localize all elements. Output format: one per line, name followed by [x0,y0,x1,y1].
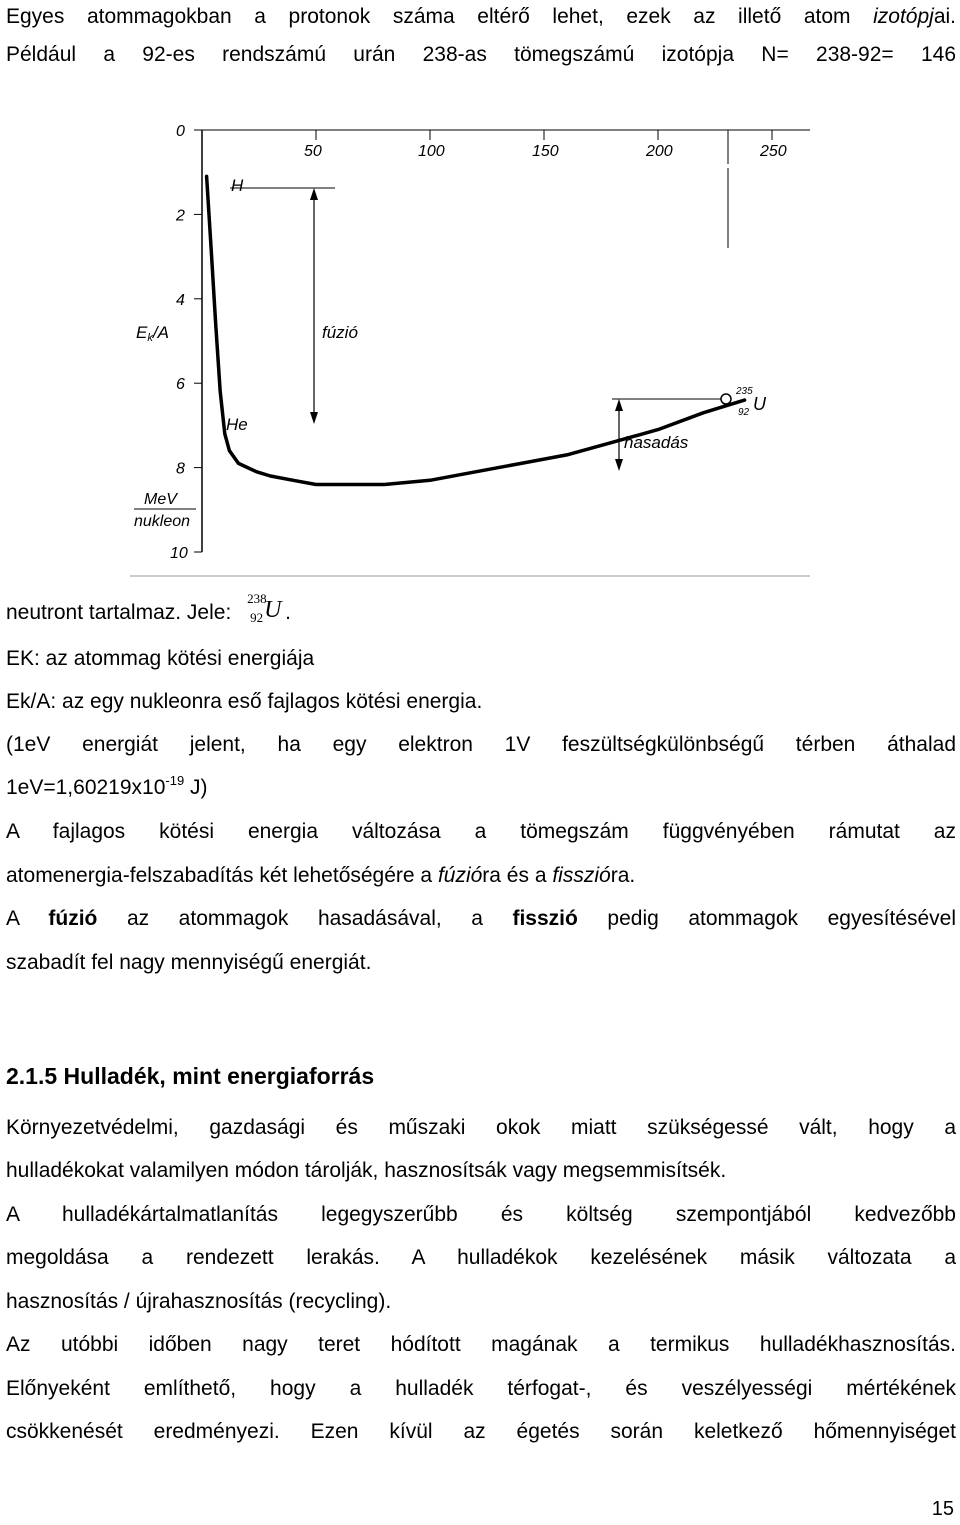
body-p3-line-1: Az utóbbi időben nagy teret hódított magának a termikus hulladékhasznosítás. [6,1333,956,1356]
def-ev-2 [6,773,956,799]
intro-text-end: ai. [933,5,956,28]
label-fission: hasadás [624,433,689,452]
ev-value: 1eV=1,60219x10 [6,776,166,799]
para1-line-1: A fajlagos kötési energia változása a tömegszám függvényében rámutat az [6,820,956,843]
y-tick-label: 2 [176,207,185,225]
intro-text: Egyes atommagokban a protonok száma eltérő lehet, ezek az illető atom [6,5,874,28]
def-eka: Ek/A: az egy nukleonra eső fajlagos kötési energia. [6,690,483,713]
para2-line-2: szabadít fel nagy mennyiségű energiát. [6,951,372,974]
unit-denominator: nukleon [134,513,191,530]
isotope-z: 92 [250,610,264,625]
section-heading: 2.1.5 Hulladék, mint energiaforrás [6,1063,375,1089]
fusion-arrow-head-up [310,188,318,200]
para1-em-fission: fisszió [552,864,611,887]
def-ek: EK: az atommag kötési energiája [6,647,315,670]
y-axis-label: Ek/A [136,323,169,344]
para1-em-fusion: fúzió [437,864,483,887]
page-number: 15 [931,1498,954,1520]
x-tick-label: 200 [646,143,673,160]
para2-bold-fission: fisszió [512,907,578,930]
para1-text-c: ra. [610,864,636,887]
isotope-trail: . [285,601,291,624]
fission-arrow-head-down [615,459,623,471]
ev-unit: J) [184,776,208,799]
intro-line-2: Például a 92-es rendszámú urán 238-as tömegszámú izotópja N= 238-92= 146 [6,43,956,66]
x-tick-label: 50 [304,143,322,160]
label-fusion: fúzió [322,323,358,342]
fission-arrow-head-up [615,399,623,411]
y-tick-label: 6 [176,376,185,394]
body-p2-line-2: megoldása a rendezett lerakás. A hulladékok kezelésének másik változata a [6,1246,956,1269]
label-hydrogen: H [231,176,244,195]
y-tick-label: 8 [176,460,185,478]
def-ev-1: (1eV energiát jelent, ha egy elektron 1V feszültségkülönbségű térben áthalad [6,733,956,756]
para2-line-1 [6,908,956,929]
body-p3-line-3: csökkenését eredményezi. Ezen kívül az égetés során keletkező hőmennyiséget [6,1420,956,1443]
para2-text-a: A [6,907,49,930]
y-tick-label: 4 [176,291,185,309]
unit-numerator: MeV [144,491,177,508]
isotope-mass: 238 [247,591,267,606]
body-p3-line-2: Előnyeként említhető, hogy a hulladék térfogat-, és veszélyességi mértékének [6,1377,956,1400]
body-p2-line-1: A hulladékártalmatlanítás legegyszerűbb és költség szempontjából kedvezőbb [6,1203,956,1226]
x-tick-label: 150 [532,143,559,160]
isotope-line [6,591,956,625]
u-atomic-number: 92 [738,407,750,418]
label-helium: He [226,415,248,434]
binding-energy-figure [130,108,812,578]
para2-text-b: az atommagok hasadásával, a [126,907,513,930]
para1-line-2 [6,865,956,886]
isotope-letter: U [264,597,282,623]
y-tick-label: 10 [170,545,188,562]
x-tick-label: 250 [760,143,787,160]
fusion-arrow-head-down [310,412,318,424]
u-symbol: U [753,394,766,414]
uranium-point [721,394,731,404]
x-tick-group [304,130,787,160]
y-tick-label: 0 [176,123,185,140]
u-mass-number: 235 [736,386,753,397]
body-p1-line-1: Környezetvédelmi, gazdasági és műszaki okok miatt szükségessé vált, hogy a [6,1116,956,1139]
intro-emphasis: izotópj [873,5,934,28]
body-p1-line-2: hulladékokat valamilyen módon tárolják, hasznosítsák vagy megsemmisítsék. [6,1159,727,1182]
para2-bold-fusion: fúzió [48,907,98,930]
x-tick-label: 100 [418,143,445,160]
para1-text-a: atomenergia-felszabadítás két lehetőségére a [6,864,438,887]
para2-text-c: pedig atommagok egyesítésével [607,907,957,930]
body-p2-line-3: hasznosítás / újrahasznosítás (recycling). [6,1290,392,1313]
para1-text-b: ra és a [482,864,553,887]
intro-line-1 [6,6,956,27]
isotope-symbol [237,591,285,625]
ev-exponent: -19 [165,773,185,788]
isotope-lead: neutront tartalmaz. Jele: [6,601,238,624]
